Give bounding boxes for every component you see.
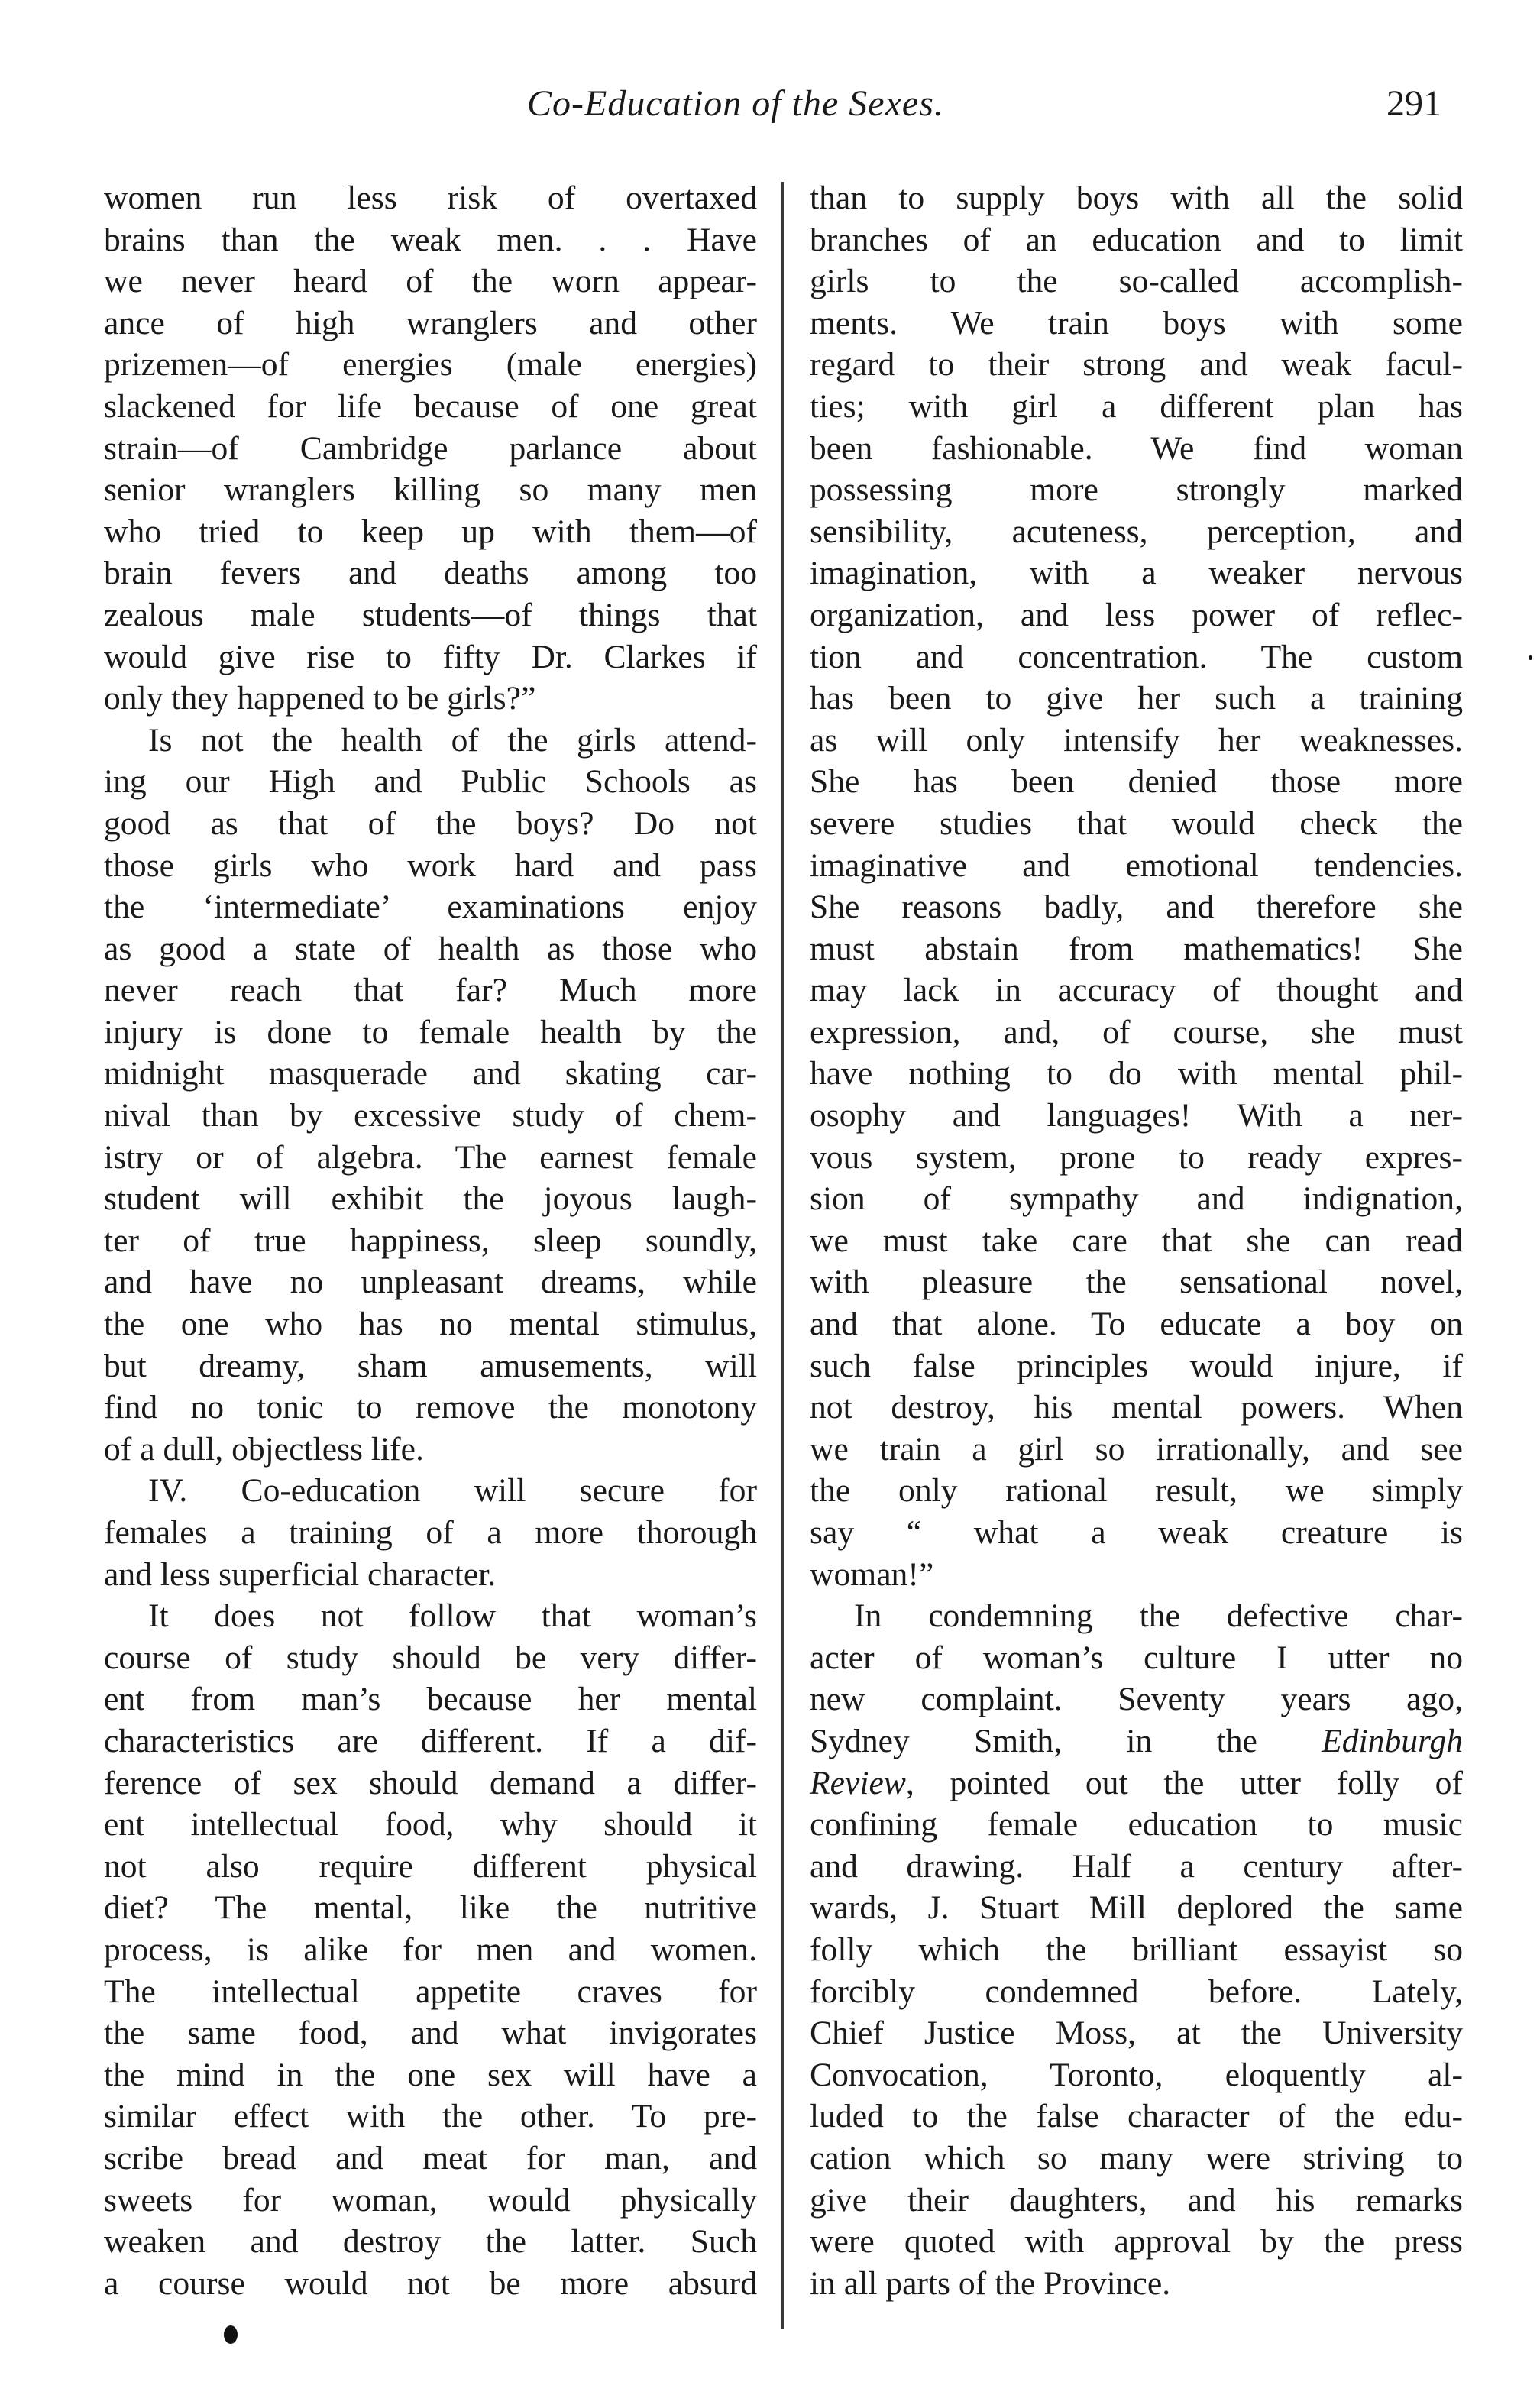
left-line: characteristics are different. If a dif-	[104, 1722, 757, 1759]
left-line: slackened for life because of one great	[104, 387, 757, 425]
left-line: only they happened to be girls?”	[104, 680, 536, 717]
right-line: been fashionable. We find woman	[810, 429, 1463, 467]
left-line: good as that of the boys? Do not	[104, 804, 757, 842]
left-line: injury is done to female health by the	[104, 1013, 757, 1050]
left-line: women run less risk of overtaxed	[104, 180, 757, 216]
right-line: have nothing to do with mental phil-	[810, 1055, 1463, 1092]
left-line: strain—of Cambridge parlance about	[104, 429, 757, 467]
page-number: 291	[1386, 83, 1441, 124]
left-line: It does not follow that woman’s	[148, 1597, 757, 1635]
left-line: nival than by excessive study of chem-	[104, 1097, 757, 1134]
ink-speck	[224, 2325, 238, 2344]
right-line: were quoted with approval by the press	[810, 2223, 1463, 2261]
left-line: ance of high wranglers and other	[104, 304, 757, 341]
right-line: wards, J. Stuart Mill deplored the same	[810, 1889, 1463, 1927]
right-line: ments. We train boys with some	[810, 304, 1463, 341]
right-line: Convocation, Toronto, eloquently al-	[810, 2056, 1463, 2093]
right-line: not destroy, his mental powers. When	[810, 1389, 1463, 1426]
right-line: imagination, with a weaker nervous	[810, 555, 1463, 592]
left-line: never reach that far? Much more	[104, 972, 757, 1009]
running-header	[0, 83, 1540, 144]
column-divider	[781, 182, 784, 2329]
left-line: brains than the weak men. . . Have	[104, 221, 757, 258]
left-line: Is not the health of the girls attend-	[148, 721, 757, 759]
right-line: tion and concentration. The custom	[810, 638, 1463, 675]
right-line: vous system, prone to ready expres-	[810, 1138, 1463, 1176]
running-title: Co-Education of the Sexes.	[527, 83, 944, 124]
left-line: we never heard of the worn appear-	[104, 263, 757, 300]
right-line: cation which so many were striving to	[810, 2139, 1463, 2177]
left-line: midnight masquerade and skating car-	[104, 1055, 757, 1092]
right-line: the only rational result, we simply	[810, 1472, 1463, 1510]
left-line: find no tonic to remove the monotony	[104, 1389, 757, 1426]
left-line: females a training of a more thorough	[104, 1514, 757, 1551]
left-line: ent intellectual food, why should it	[104, 1806, 757, 1843]
right-line: sensibility, acuteness, perception, and	[810, 513, 1463, 550]
left-line: ing our High and Public Schools as	[104, 763, 757, 801]
right-line: confining female education to music	[810, 1806, 1463, 1843]
right-line: luded to the false character of the edu-	[810, 2098, 1463, 2135]
left-line: senior wranglers killing so many men	[104, 471, 757, 509]
right-line: branches of an education and to limit	[810, 221, 1463, 258]
left-line: and have no unpleasant dreams, while	[104, 1264, 757, 1301]
right-line: acter of woman’s culture I utter no	[810, 1639, 1463, 1676]
left-line: weaken and destroy the latter. Such	[104, 2223, 757, 2261]
left-line: istry or of algebra. The earnest female	[104, 1138, 757, 1176]
left-line: similar effect with the other. To pre-	[104, 2098, 757, 2135]
left-line: ference of sex should demand a differ-	[104, 1764, 757, 1801]
left-line: ent from man’s because her mental	[104, 1681, 757, 1718]
right-line: we must take care that she can read	[810, 1222, 1463, 1259]
right-line: osophy and languages! With a ner-	[810, 1097, 1463, 1134]
right-line: She reasons badly, and therefore she	[810, 888, 1463, 926]
right-line: such false principles would injure, if	[810, 1347, 1463, 1384]
left-column	[104, 177, 757, 2304]
right-line: imaginative and emotional tendencies.	[810, 846, 1463, 884]
right-line: In condemning the defective char-	[854, 1597, 1463, 1635]
right-line: and drawing. Half a century after-	[810, 1847, 1463, 1885]
left-line: ter of true happiness, sleep soundly,	[104, 1222, 757, 1259]
right-line: Review, pointed out the utter folly of	[810, 1764, 1463, 1801]
left-line: but dreamy, sham amusements, will	[104, 1347, 757, 1384]
right-line: new complaint. Seventy years ago,	[810, 1681, 1463, 1718]
left-line: IV. Co-education will secure for	[148, 1472, 757, 1510]
left-line: who tried to keep up with them—of	[104, 513, 757, 550]
right-line: give their daughters, and his remarks	[810, 2181, 1463, 2219]
left-line: course of study should be very differ-	[104, 1639, 757, 1676]
left-line: not also require different physical	[104, 1847, 757, 1885]
left-line: student will exhibit the joyous laugh-	[104, 1180, 757, 1218]
left-line: sweets for woman, would physically	[104, 2181, 757, 2219]
right-line: woman!”	[810, 1555, 934, 1593]
right-line: we train a girl so irrationally, and see	[810, 1430, 1463, 1468]
left-line: the mind in the one sex will have a	[104, 2056, 757, 2093]
right-column	[810, 177, 1463, 2304]
left-line: would give rise to fifty Dr. Clarkes if	[104, 638, 757, 675]
right-line: may lack in accuracy of thought and	[810, 972, 1463, 1009]
journal-title: Review	[810, 1764, 906, 1801]
left-line: a course would not be more absurd	[104, 2264, 757, 2302]
left-line: The intellectual appetite craves for	[104, 1973, 757, 2010]
left-line: of a dull, objectless life.	[104, 1430, 424, 1468]
journal-title: Edinburgh	[1322, 1722, 1463, 1759]
right-line: forcibly condemned before. Lately,	[810, 1973, 1463, 2010]
right-line: ties; with girl a different plan has	[810, 387, 1463, 425]
right-line: possessing more strongly marked	[810, 471, 1463, 509]
right-line: organization, and less power of reflec-	[810, 596, 1463, 633]
right-line: folly which the brilliant essayist so	[810, 1931, 1463, 1968]
left-line: the same food, and what invigorates	[104, 2015, 757, 2052]
left-line: zealous male students—of things that	[104, 596, 757, 633]
right-line: has been to give her such a training	[810, 680, 1463, 717]
right-line: Sydney Smith, in the Edinburgh	[810, 1722, 1463, 1759]
right-line: in all parts of the Province.	[810, 2264, 1171, 2302]
right-line: say “ what a weak creature is	[810, 1514, 1463, 1551]
right-line: regard to their strong and weak facul-	[810, 346, 1463, 384]
right-line: sion of sympathy and indignation,	[810, 1180, 1463, 1218]
left-line: and less superficial character.	[104, 1555, 497, 1593]
left-line: process, is alike for men and women.	[104, 1931, 757, 1968]
left-line: as good a state of health as those who	[104, 930, 757, 967]
left-line: brain fevers and deaths among too	[104, 555, 757, 592]
right-line: Chief Justice Moss, at the University	[810, 2015, 1463, 2052]
left-line: the ‘intermediate’ examinations enjoy	[104, 888, 757, 926]
right-line: expression, and, of course, she must	[810, 1013, 1463, 1050]
ink-speck	[1529, 655, 1532, 660]
right-line: She has been denied those more	[810, 763, 1463, 801]
right-line: as will only intensify her weaknesses.	[810, 721, 1463, 759]
left-line: prizemen—of energies (male energies)	[104, 346, 757, 384]
left-line: the one who has no mental stimulus,	[104, 1306, 757, 1343]
left-line: those girls who work hard and pass	[104, 846, 757, 884]
right-line: must abstain from mathematics! She	[810, 930, 1463, 967]
left-line: scribe bread and meat for man, and	[104, 2139, 757, 2177]
right-line: girls to the so-called accomplish-	[810, 263, 1463, 300]
right-line: with pleasure the sensational novel,	[810, 1264, 1463, 1301]
right-line: and that alone. To educate a boy on	[810, 1306, 1463, 1343]
right-line: than to supply boys with all the solid	[810, 180, 1463, 216]
left-line: diet? The mental, like the nutritive	[104, 1889, 757, 1927]
right-line: severe studies that would check the	[810, 804, 1463, 842]
